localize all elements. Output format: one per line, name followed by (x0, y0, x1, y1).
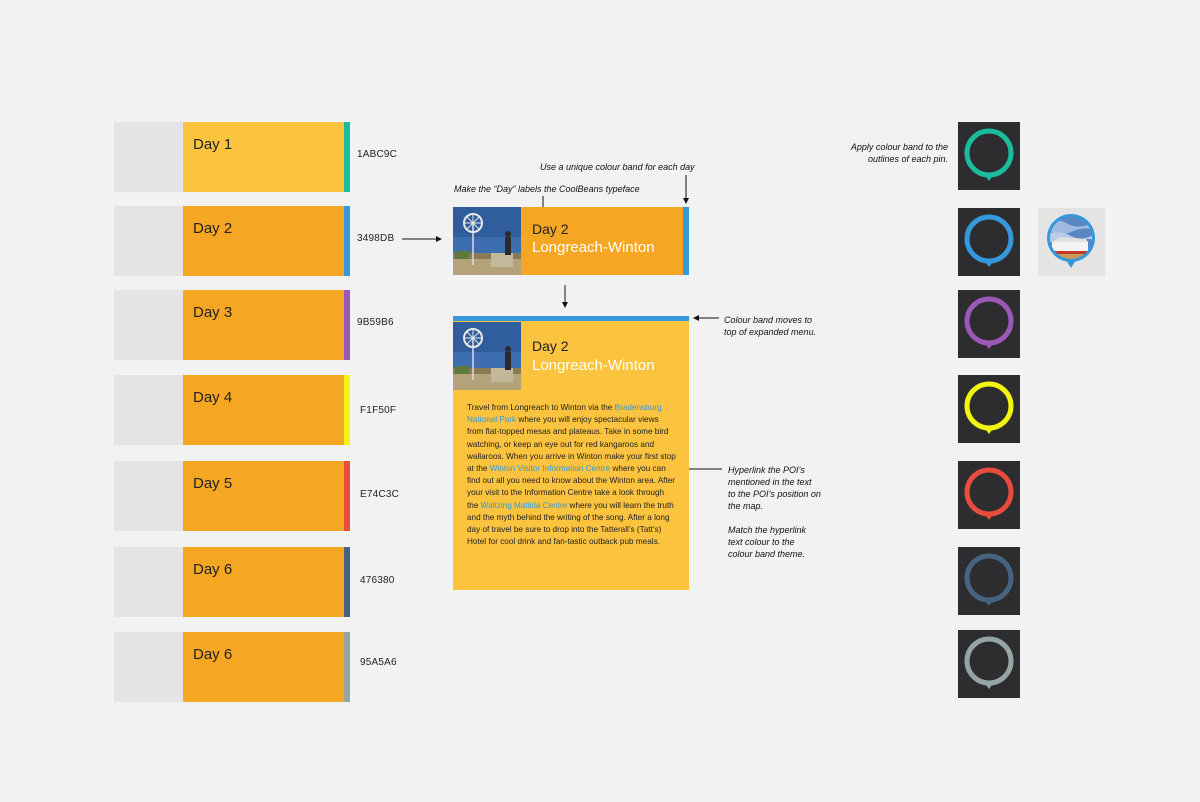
day-label: Day 2 (193, 220, 233, 237)
annotation-line: outlines of each pin. (867, 154, 948, 164)
annotation-line: to the POI’s position on (728, 489, 821, 499)
annotation-unique-band: Use a unique colour band for each day (540, 162, 695, 172)
description-text: Travel from Longreach to Winton via the (467, 403, 615, 412)
description-text: where you will enjoy spectacular views from flat-topped mesas and plateaus. Take in some bird watching, or keep an eye out for red kangaroos and wallaroos. When you arrive in Winton make your first stop at the (467, 415, 676, 474)
map-pin-icon (958, 461, 1020, 529)
pin-tile[interactable] (958, 208, 1020, 276)
day-label: Day 6 (193, 561, 233, 578)
annotation-day-labels: Make the “Day” labels the CoolBeans typeface (454, 184, 640, 194)
day-card-expanded[interactable] (453, 316, 689, 590)
pin-tile[interactable] (958, 630, 1020, 698)
card-colour-band (683, 207, 689, 275)
description-text: where you can find out all you need to know about the Winton area. After your visit to the Information Centre take a look through the (467, 464, 676, 510)
card-route-title: Longreach-Winton (532, 357, 655, 374)
poi-link-waltzing-matilda[interactable]: Waltzing Matilda Centre (480, 500, 568, 510)
annotation-line: Hyperlink the POI’s (728, 465, 805, 475)
card-day-label: Day 2 (532, 221, 569, 237)
poi-link-winton-visitor-centre[interactable]: Winton Visitor Information Centre (489, 464, 611, 474)
annotation-line: colour band theme. (728, 549, 806, 559)
photo-pin-icon (1038, 208, 1105, 276)
hex-code-label: 1ABC9C (357, 149, 398, 160)
hex-code-label: 9B59B6 (357, 317, 394, 328)
pin-tile[interactable] (958, 547, 1020, 615)
pin-tile[interactable] (958, 461, 1020, 529)
hex-code-label: 3498DB (357, 233, 395, 244)
annotation-line: Apply colour band to the (850, 142, 948, 152)
map-pin-icon (958, 290, 1020, 358)
hex-code-label: 476380 (360, 575, 395, 586)
map-pin-icon (958, 630, 1020, 698)
hex-code-label: E74C3C (360, 489, 399, 500)
annotation-line: Match the hyperlink (728, 525, 807, 535)
day-label: Day 5 (193, 475, 233, 492)
annotation-line: the map. (728, 501, 764, 511)
annotation-line: top of expanded menu. (724, 327, 817, 337)
map-pin-icon (958, 547, 1020, 615)
card-route-title: Longreach-Winton (532, 239, 655, 256)
windmill-photo (453, 207, 521, 275)
pin-tile[interactable] (958, 375, 1020, 443)
windmill-photo (453, 322, 521, 390)
hex-code-label: 95A5A6 (360, 657, 397, 668)
day-card-collapsed[interactable] (453, 207, 689, 275)
day-label: Day 3 (193, 304, 233, 321)
annotation-line: Colour band moves to (724, 315, 813, 325)
map-pin-icon (958, 208, 1020, 276)
card-day-label: Day 2 (532, 338, 569, 354)
map-pin-icon (958, 375, 1020, 443)
pin-tile[interactable] (958, 122, 1020, 190)
poi-link-bradensburg[interactable]: Bradensburg National Park (467, 403, 662, 425)
annotation-line: text colour to the (728, 537, 795, 547)
day-label: Day 6 (193, 646, 233, 663)
day-description (467, 402, 677, 548)
day-label: Day 1 (193, 136, 233, 153)
day-label: Day 4 (193, 389, 233, 406)
hex-code-label: F1F50F (360, 405, 397, 416)
annotation-line: mentioned in the text (728, 477, 812, 487)
description-text: where you will learn the truth and the myth behind the writing of the song. After a long day of travel be sure to drop into the Tatterall’s (Tatt’s) Hotel for cool drink and fan-tastic outback pub meals. (467, 500, 674, 547)
pin-tile[interactable] (958, 290, 1020, 358)
map-pin-icon (958, 122, 1020, 190)
expanded-colour-band (453, 316, 689, 321)
photo-pin-example[interactable] (1038, 208, 1105, 276)
